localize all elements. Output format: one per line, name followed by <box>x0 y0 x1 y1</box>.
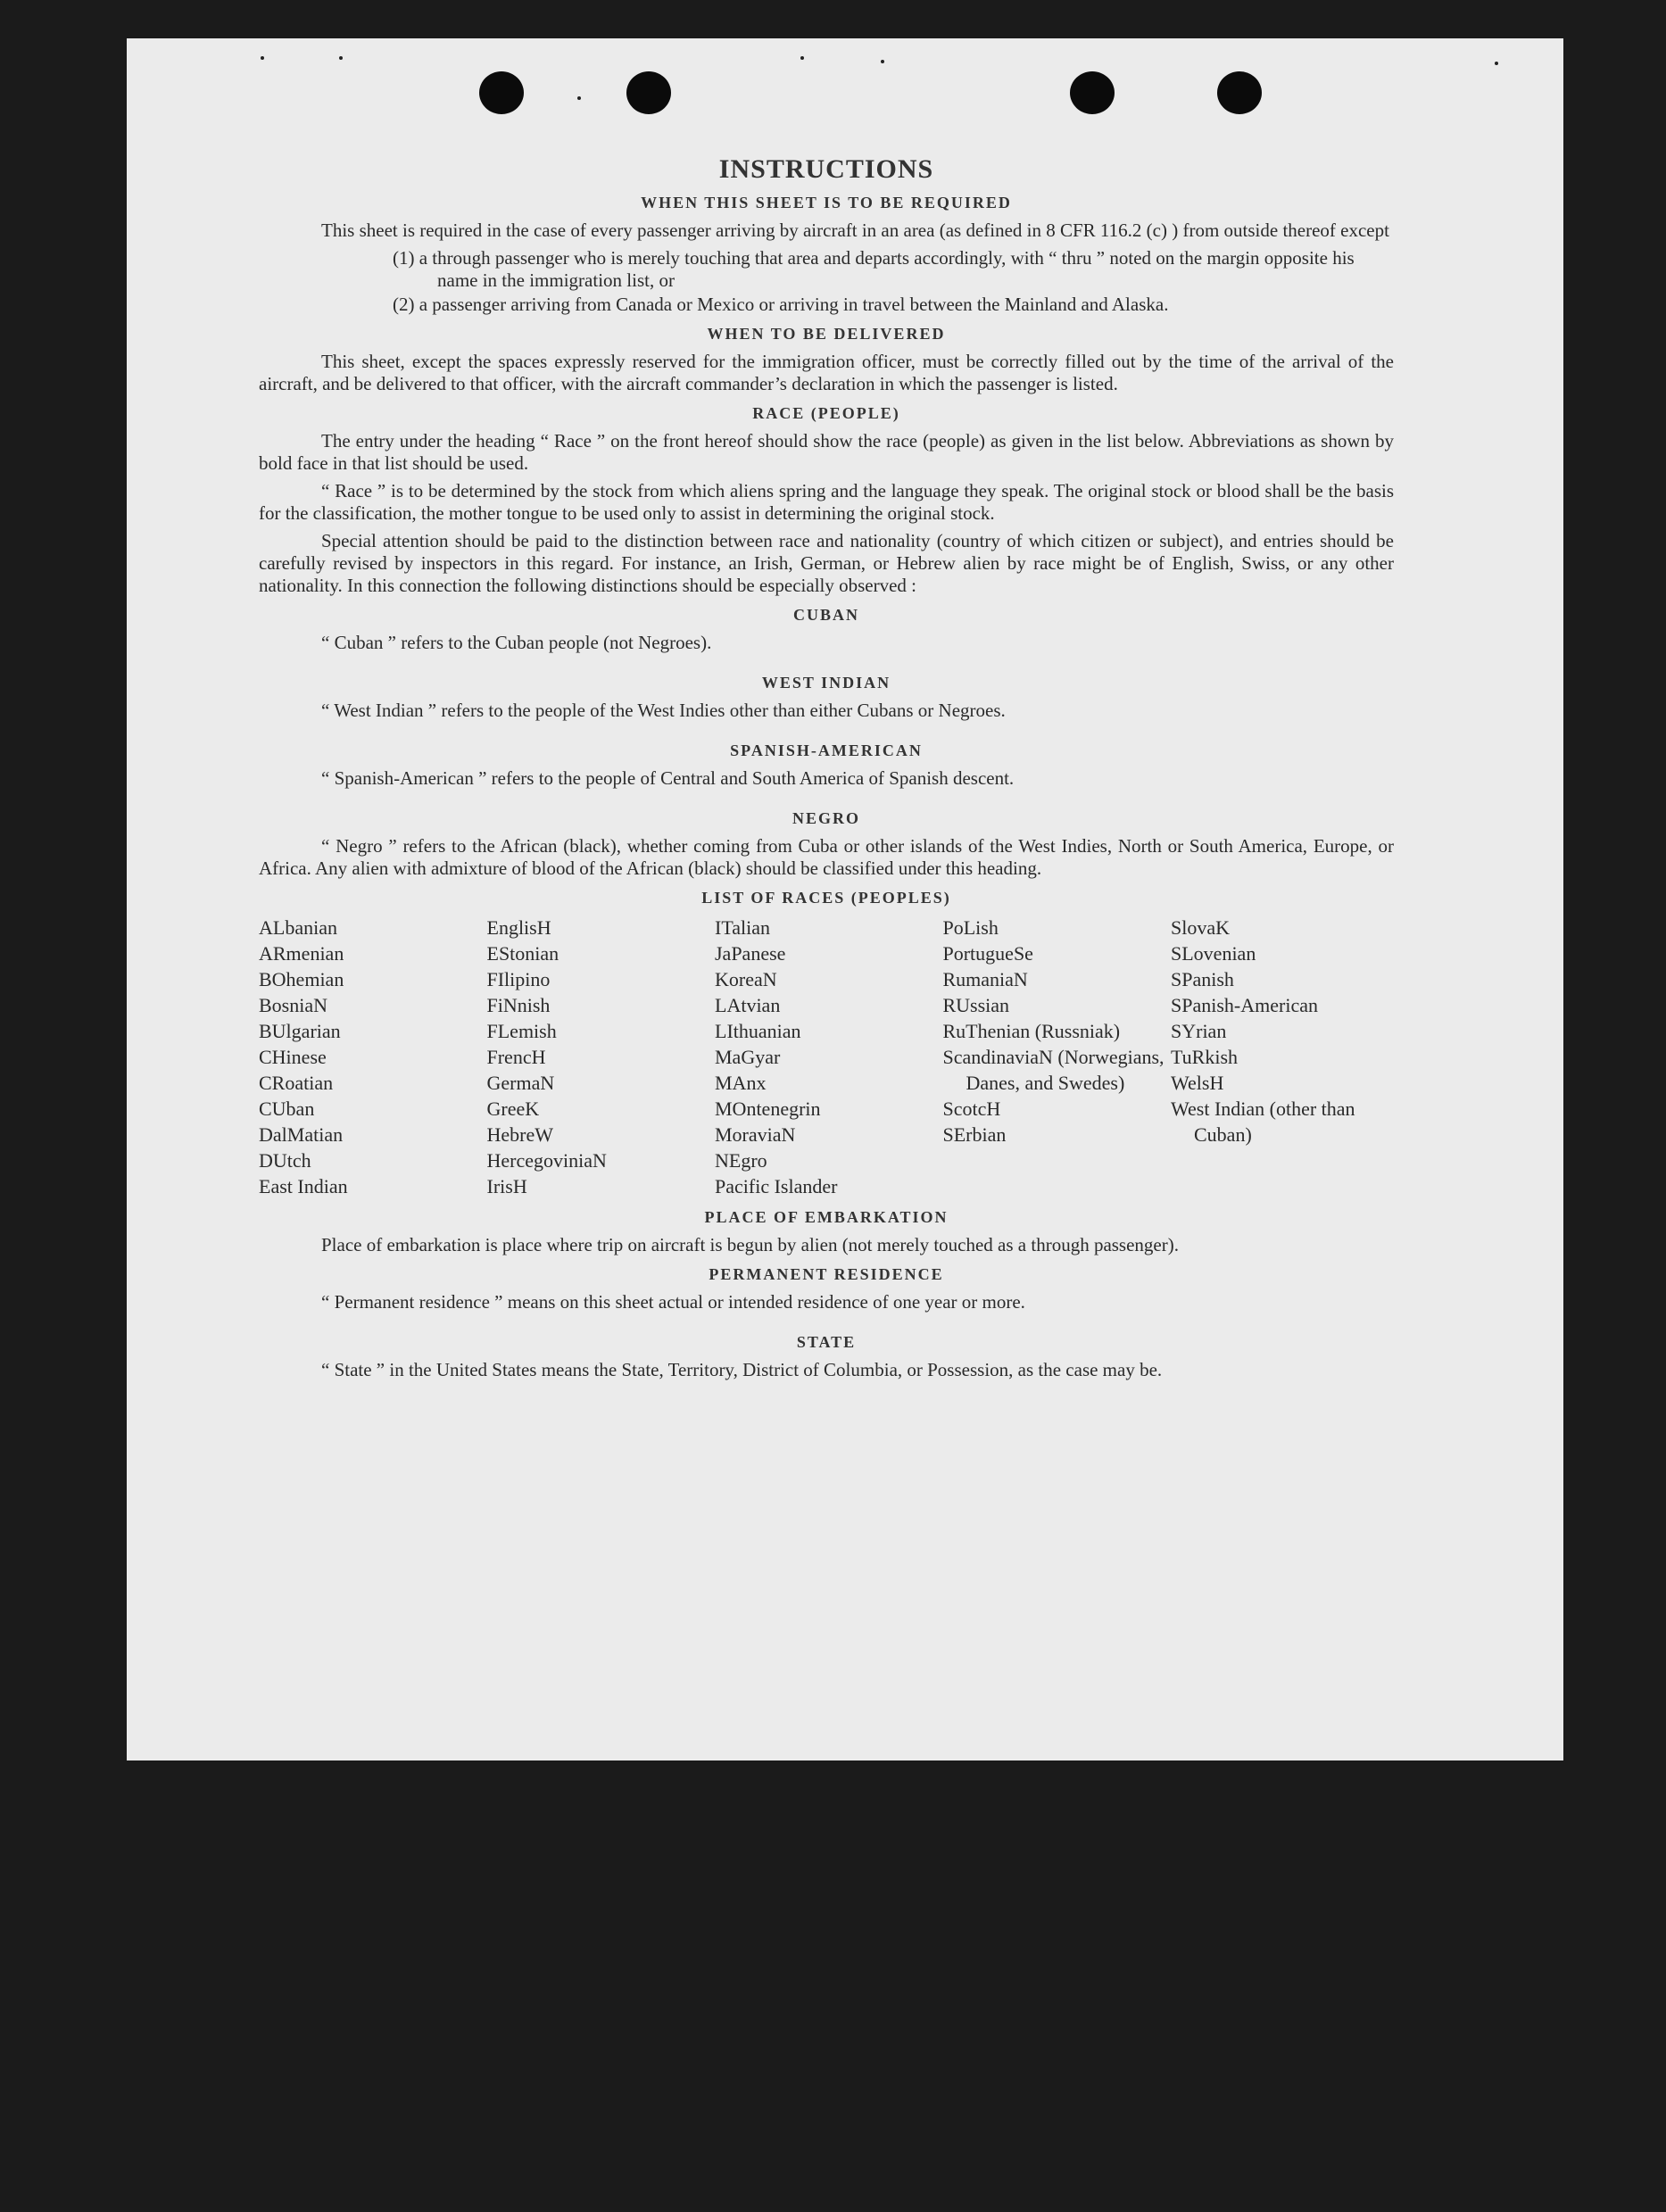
race-entry: WelsH <box>1171 1072 1224 1094</box>
cuban-text: “ Cuban ” refers to the Cuban people (not Negroes). <box>321 632 712 653</box>
race-entry: ScotcH <box>942 1098 1001 1120</box>
race-entry: MOntenegrin <box>715 1098 821 1120</box>
section-heading-list-of-races: LIST OF RACES (PEOPLES) <box>701 889 951 907</box>
race-entry: ScandinaviaN (Norwegians, Danes, and Swedes) <box>942 1046 1165 1094</box>
speck <box>339 56 343 60</box>
residence-text: “ Permanent residence ” means on this sheet actual or intended residence of one year or more. <box>321 1291 1025 1313</box>
when-delivered-text: This sheet, except the spaces expressly reserved for the immigration officer, must be correctly filled out by the time of the arrival of the aircraft, and be delivered to that officer, with the aircraft commander’s declaration in which the passenger is listed. <box>259 351 1394 394</box>
race-entry: RUssian <box>942 994 1010 1016</box>
race-entry: GermaN <box>486 1072 555 1094</box>
race-entry: MaGyar <box>715 1046 781 1068</box>
race-entry: CRoatian <box>259 1072 334 1094</box>
race-paragraph: “ Race ” is to be determined by the stock from which aliens spring and the language they speak. The original stock or blood shall be the basis for the classification, the mother tongue to be used only to assist in determining the original stock. <box>259 480 1394 524</box>
race-entry: SLovenian <box>1171 942 1256 965</box>
document-page <box>127 38 1563 1760</box>
section-heading-negro: NEGRO <box>792 809 860 827</box>
section-heading-spanish-american: SPANISH-AMERICAN <box>730 741 923 759</box>
when-required-text: This sheet is required in the case of every passenger arriving by aircraft in an area (as defined in 8 CFR 116.2 (c) ) from outside thereof except <box>321 220 1389 241</box>
exception-item: (1) a through passenger who is merely touching that area and departs accordingly, with “ thru ” noted on the margin opposite his name in the immigration list, or <box>393 247 1355 291</box>
embarkation-text: Place of embarkation is place where trip on aircraft is begun by alien (not merely touched as a through passenger). <box>321 1234 1179 1255</box>
speck <box>577 96 581 100</box>
race-entry: BosniaN <box>259 994 327 1016</box>
instructions-content <box>259 154 1394 1387</box>
race-entry: Pacific Islander <box>715 1175 838 1197</box>
race-entry: FrencH <box>486 1046 546 1068</box>
race-entry: RumaniaN <box>942 968 1028 990</box>
section-heading-embarkation: PLACE OF EMBARKATION <box>704 1208 949 1226</box>
race-entry: PortugueSe <box>942 942 1033 965</box>
race-entry: FLemish <box>486 1020 557 1042</box>
race-entry: GreeK <box>486 1098 540 1120</box>
punch-hole <box>626 71 671 114</box>
race-entry: CHinese <box>259 1046 327 1068</box>
section-heading-race: RACE (PEOPLE) <box>752 404 900 422</box>
section-heading-when-delivered: WHEN TO BE DELIVERED <box>707 325 946 343</box>
west-indian-text: “ West Indian ” refers to the people of the West Indies other than either Cubans or Negroes. <box>321 700 1006 721</box>
speck <box>800 56 804 60</box>
negro-text: “ Negro ” refers to the African (black), whether coming from Cuba or other islands of the West Indies, North or South America, Europe, or Africa. Any alien with admixture of blood of the African (black) should be classified under this heading. <box>259 835 1394 879</box>
race-entry: MoraviaN <box>715 1123 796 1146</box>
races-list <box>259 915 1394 1199</box>
race-paragraph: The entry under the heading “ Race ” on the front hereof should show the race (people) as given in the list below. Abbreviations as shown by bold face in that list should be used. <box>259 430 1394 474</box>
races-column <box>943 915 1166 1199</box>
race-entry: SlovaK <box>1171 916 1230 939</box>
race-entry: ARmenian <box>259 942 344 965</box>
section-heading-state: STATE <box>796 1333 857 1351</box>
race-entry: West Indian (other than Cuban) <box>1171 1098 1355 1146</box>
race-entry: CUban <box>259 1098 315 1120</box>
punch-hole <box>479 71 524 114</box>
race-entry: BUlgarian <box>259 1020 341 1042</box>
race-entry: SErbian <box>942 1123 1007 1146</box>
spanish-american-text: “ Spanish-American ” refers to the people of Central and South America of Spanish descent. <box>321 767 1015 789</box>
race-entry: PoLish <box>942 916 999 939</box>
section-heading-residence: PERMANENT RESIDENCE <box>709 1265 944 1283</box>
section-heading-west-indian: WEST INDIAN <box>761 674 891 692</box>
section-heading-when-required: WHEN THIS SHEET IS TO BE REQUIRED <box>641 194 1012 211</box>
race-entry: ITalian <box>715 916 770 939</box>
state-text: “ State ” in the United States means the State, Territory, District of Columbia, or Possession, as the case may be. <box>321 1359 1163 1380</box>
speck <box>261 56 264 60</box>
race-entry: JaPanese <box>715 942 786 965</box>
race-entry: DalMatian <box>259 1123 344 1146</box>
race-entry: SPanish <box>1171 968 1234 990</box>
race-entry: FIlipino <box>486 968 551 990</box>
race-entry: FiNnish <box>486 994 551 1016</box>
race-entry: LAtvian <box>715 994 781 1016</box>
race-entry: EnglisH <box>486 916 551 939</box>
races-column <box>487 915 710 1199</box>
race-entry: SYrian <box>1171 1020 1227 1042</box>
races-column <box>715 915 938 1199</box>
race-entry: KoreaN <box>715 968 777 990</box>
races-column <box>1171 915 1394 1199</box>
races-column <box>259 915 482 1199</box>
punch-hole <box>1217 71 1262 114</box>
race-entry: EStonian <box>486 942 559 965</box>
race-entry: TuRkish <box>1171 1046 1239 1068</box>
race-entry: RuThenian (Russniak) <box>942 1020 1121 1042</box>
speck <box>881 60 884 63</box>
race-entry: LIthuanian <box>715 1020 801 1042</box>
race-entry: HebreW <box>486 1123 554 1146</box>
race-entry: SPanish-American <box>1171 994 1318 1016</box>
section-heading-cuban: CUBAN <box>792 606 859 624</box>
race-entry: HercegoviniaN <box>486 1149 607 1172</box>
speck <box>1495 62 1498 65</box>
race-entry: ALbanian <box>259 916 337 939</box>
punch-hole <box>1070 71 1115 114</box>
race-entry: BOhemian <box>259 968 344 990</box>
race-entry: IrisH <box>486 1175 527 1197</box>
race-entry: DUtch <box>259 1149 311 1172</box>
race-entry: NEgro <box>715 1149 767 1172</box>
race-entry: MAnx <box>715 1072 767 1094</box>
race-paragraph: Special attention should be paid to the distinction between race and nationality (country of which citizen or subject), and entries should be carefully revised by inspectors in this regard. For instance, an Irish, German, or Hebrew alien by race might be of English, Swiss, or any other nationality. In this connection the following distinctions should be especially observed : <box>259 530 1394 596</box>
exception-item: (2) a passenger arriving from Canada or Mexico or arriving in travel between the Mainland and Alaska. <box>393 294 1169 315</box>
race-entry: East Indian <box>259 1175 348 1197</box>
page-title: INSTRUCTIONS <box>718 154 934 184</box>
